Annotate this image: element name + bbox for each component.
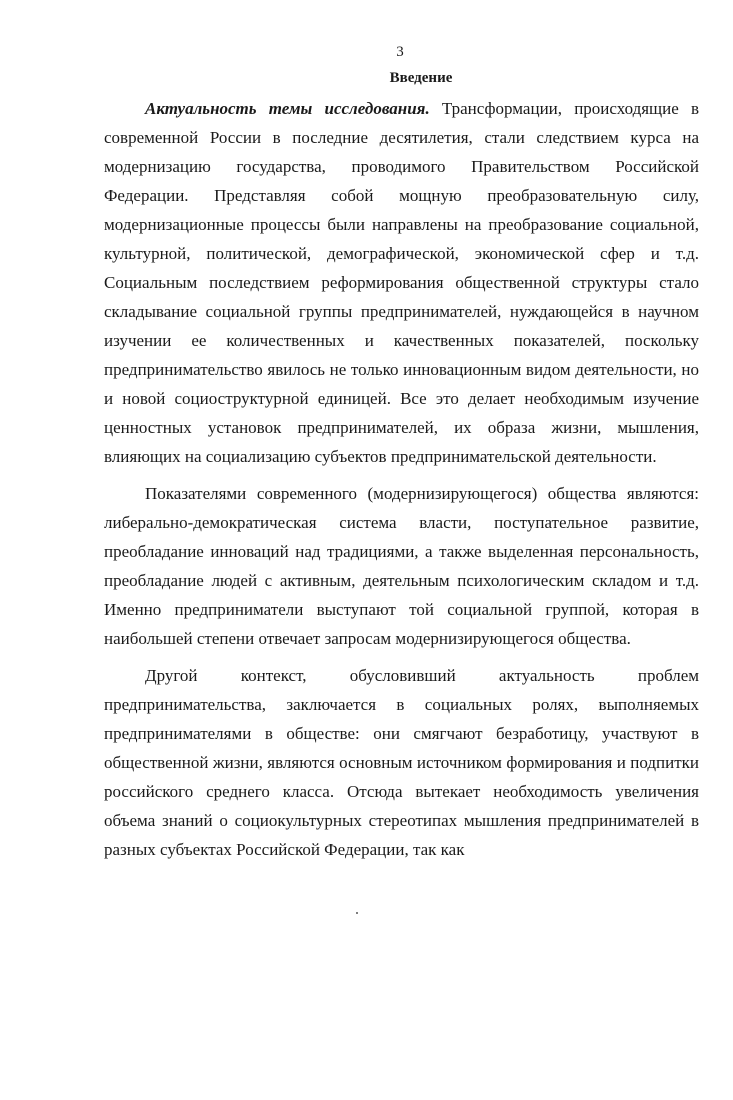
scan-speck xyxy=(356,912,358,914)
paragraph-text: Трансформации, происходящие в современной России в последние десятилетия, стали следствием курса на модернизацию государства, проводимого Правительством Российской Федерации. Представляя собой мощную преобразовательную силу, модернизационные процессы были направлены на преобразование социальной, культурной, политической, демографической, экономической сфер и т.д. Социальным последствием реформирования общественной структуры стало складывание социальной группы предпринимателей, нуждающейся в научном изучении ее количественных и качественных показателей, поскольку предпринимательство явилось не только инновационным видом деятельности, но и новой социоструктурной единицей. Все это делает необходимым изучение ценностных установок предпринимателей, их образа жизни, мышления, влияющих на социализацию субъектов предпринимательской деятельности. xyxy=(104,99,700,466)
body-text xyxy=(104,94,699,872)
paragraph-context xyxy=(104,661,699,864)
paragraph-relevance xyxy=(104,94,699,471)
paragraph-text: Показателями современного (модернизирующегося) общества являются: либерально-демократическая система власти, поступательное развитие, преобладание инноваций над традициями, а также выделенная персональность, преобладание людей с активным, деятельным психологическим складом и т.д. Именно предприниматели выступают той социальной группой, которая в наибольшей степени отвечает запросам модернизирующегося общества. xyxy=(104,484,699,648)
section-heading: Введение xyxy=(389,70,453,86)
paragraph-lead: Актуальность темы исследования. xyxy=(145,99,430,118)
paragraph-text: Другой контекст, обусловивший актуальность проблем предпринимательства, заключается в социальных ролях, выполняемых предпринимателями в обществе: они смягчают безработицу, участвуют в общественной жизни, являются основным источником формирования и подпитки российского среднего класса. Отсюда вытекает необходимость увеличения объема знаний о социокультурных стереотипах мышления предпринимателей в разных субъектах Российской Федерации, так как xyxy=(104,666,699,859)
paragraph-indicators xyxy=(104,479,699,653)
page-number: 3 xyxy=(396,44,404,60)
